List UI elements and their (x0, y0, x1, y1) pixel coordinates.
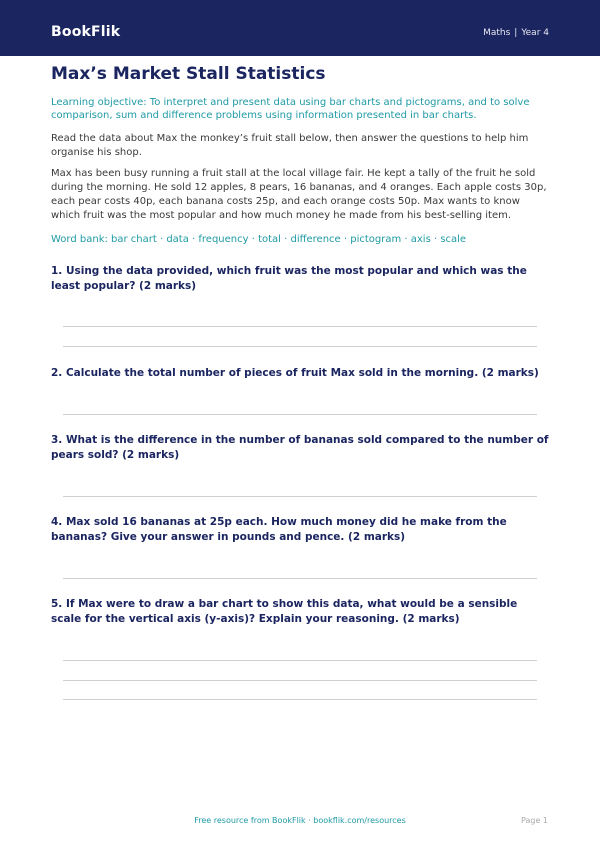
question-5: 5. If Max were to draw a bar chart to show this data, what would be a sensible scale for the vertical axis (y-axis)? Explain your reasoning. (2 marks) (51, 598, 518, 625)
answer-line[interactable] (63, 680, 537, 681)
answer-line[interactable] (63, 346, 537, 347)
meta-separator: | (514, 28, 518, 38)
question-2: 2. Calculate the total number of pieces of fruit Max sold in the morning. (2 marks) (51, 367, 539, 379)
story-paragraph: Max has been busy running a fruit stall at the local village fair. He kept a tally of the fruit he sold during the morning. He sold 12 apples, 8 pears, 16 bananas, and 4 oranges. Each apple costs 30p, each pear costs 40p, each banana costs 25p, and each orange costs 50p. Max wants to know which fruit was the most popular and how much money he made from his best-selling item. (51, 168, 547, 221)
answer-line[interactable] (63, 699, 537, 700)
page-number: Page 1 (521, 816, 548, 825)
footer-credit: Free resource from BookFlik · bookflik.com/resources (194, 816, 406, 825)
answer-line[interactable] (63, 496, 537, 497)
question-3: 3. What is the difference in the number of bananas sold compared to the number of pears sold? (2 marks) (51, 434, 549, 461)
answer-line[interactable] (63, 326, 537, 327)
brand-logo-text: BookFlik (51, 24, 121, 40)
question-4: 4. Max sold 16 bananas at 25p each. How much money did he make from the bananas? Give your answer in pounds and pence. (2 marks) (51, 516, 507, 543)
page-header (0, 0, 600, 56)
question-1: 1. Using the data provided, which fruit was the most popular and which was the least popular? (2 marks) (51, 265, 527, 292)
answer-line[interactable] (63, 578, 537, 579)
answer-line[interactable] (63, 414, 537, 415)
intro-paragraph: Read the data about Max the monkey’s fruit stall below, then answer the questions to help him organise his shop. (51, 133, 529, 158)
word-bank: Word bank: bar chart · data · frequency · total · difference · pictogram · axis · scale (51, 234, 467, 245)
answer-line[interactable] (63, 660, 537, 661)
year-label: Year 4 (521, 28, 549, 38)
page-title: Max’s Market Stall Statistics (51, 64, 326, 84)
subject-label: Maths (483, 28, 511, 38)
learning-objective: Learning objective: To interpret and present data using bar charts and pictograms, and to solve comparison, sum and difference problems using information presented in bar charts. (51, 97, 530, 121)
subject-year-meta (483, 28, 549, 38)
